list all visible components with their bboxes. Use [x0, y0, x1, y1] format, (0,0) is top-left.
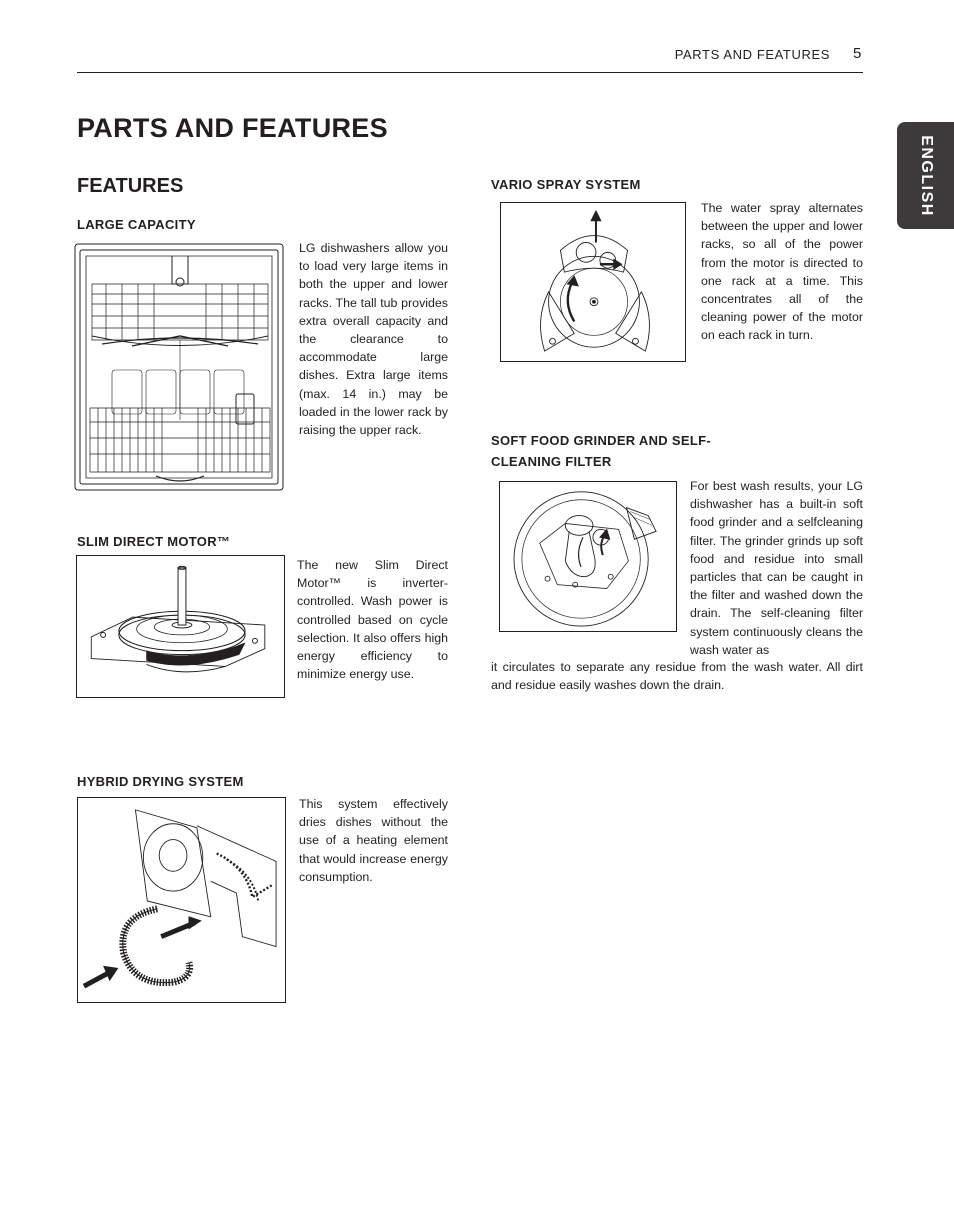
- page-number: 5: [853, 45, 862, 62]
- slim-direct-motor-text: The new Slim Direct Motor™ is inverter-controlled. Wash power is controlled based on cycle selection. It also offers high energy efficiency to minimize energy use.: [297, 558, 448, 682]
- motor-illustration: [76, 555, 285, 698]
- grinder-title-line1: SOFT FOOD GRINDER AND SELF-: [491, 433, 711, 448]
- slim-direct-motor-title: SLIM DIRECT MOTOR™: [77, 534, 231, 549]
- header-divider: [77, 72, 863, 73]
- vario-spray-text: The water spray alternates between the upper and lower racks, so all of the power from the motor is directed to one rack at a time. This concentrates all of the cleaning power of the motor on each rack in turn.: [701, 201, 863, 343]
- grinder-title-line2: CLEANING FILTER: [491, 454, 612, 469]
- dishwasher-interior-illustration: [72, 240, 288, 494]
- page-title: PARTS AND FEATURES: [77, 113, 388, 143]
- large-capacity-title: LARGE CAPACITY: [77, 217, 196, 232]
- drying-duct-illustration: [77, 797, 286, 1003]
- running-header: PARTS AND FEATURES: [674, 47, 830, 62]
- grinder-filter-illustration: [499, 481, 677, 632]
- vario-spray-title: VARIO SPRAY SYSTEM: [491, 177, 641, 192]
- vario-spray-illustration: [500, 202, 686, 362]
- language-tab-label: ENGLISH: [917, 134, 935, 217]
- hybrid-drying-text: This system effectively dries dishes without the use of a heating element that would increase energy consumption.: [299, 797, 448, 884]
- hybrid-drying-title: HYBRID DRYING SYSTEM: [77, 774, 244, 789]
- language-tab: [897, 122, 954, 229]
- large-capacity-text: LG dishwashers allow you to load very large items in both the upper and lower racks. The tall tub provides extra overall capacity and the clearance to accommodate large dishes. Extra large items (max. 14 in.) may be loaded in the lower rack by raising the upper rack.: [299, 241, 448, 438]
- grinder-text-wrap: For best wash results, your LG dishwasher has a built-in soft food grinder and a selfcleaning filter. The grinder grinds up soft food and residue into small particles that can be caught in the filter and washed down the drain. The self-cleaning filter system continuously cleans the wash water as: [690, 479, 863, 657]
- grinder-text-full: it circulates to separate any residue from the wash water. All dirt and residue easily washes down the drain.: [491, 660, 863, 693]
- section-title: FEATURES: [77, 175, 184, 197]
